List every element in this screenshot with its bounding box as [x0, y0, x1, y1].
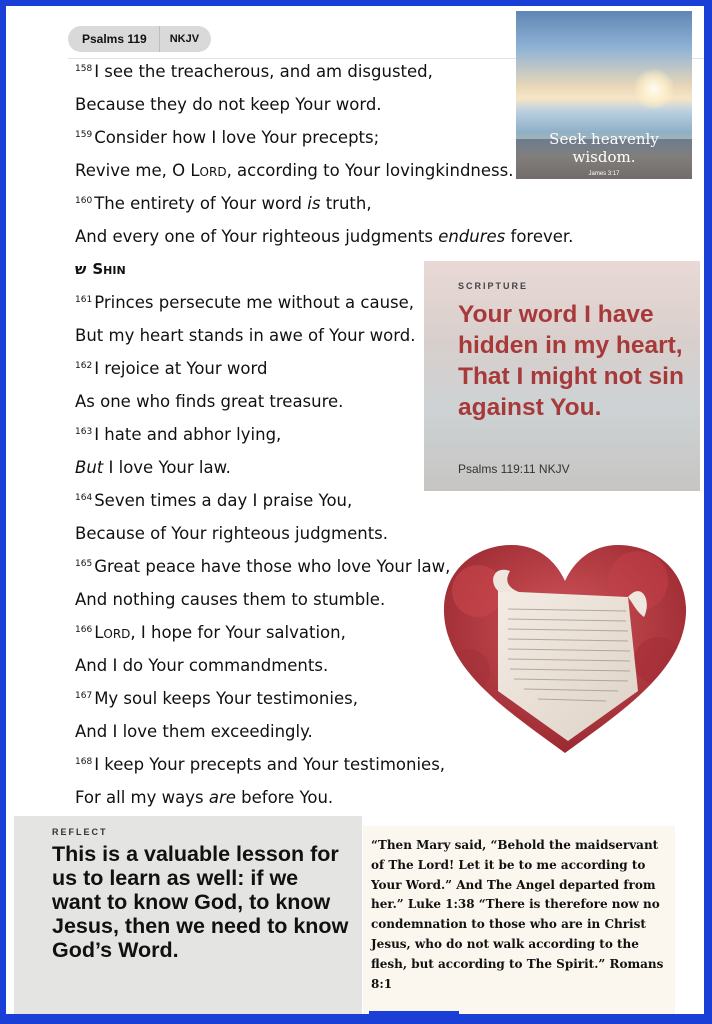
verse-text: is [307, 194, 321, 213]
verse-text: I see the treacherous, and am disgusted, [94, 62, 433, 81]
chapter-selector[interactable] [68, 26, 211, 52]
verse-number: 162 [75, 360, 93, 371]
scripture-label: SCRIPTURE [458, 281, 529, 291]
verse-line [75, 187, 595, 220]
verse-text: Princes persecute me without a cause, [94, 293, 415, 312]
photo-card [516, 11, 692, 179]
verse-text: And nothing causes them to stumble. [75, 590, 386, 609]
verse-number: 159 [75, 129, 93, 140]
verse-text: But [75, 458, 104, 477]
verse-line [75, 220, 595, 253]
scripture-reference: Psalms 119:11 NKJV [458, 462, 570, 476]
verse-text: Consider how I love Your precepts; [94, 128, 380, 147]
verse-text: Because they do not keep Your word. [75, 95, 382, 114]
verse-number: 166 [75, 624, 93, 635]
verse-text: I keep Your precepts and Your testimonies, [94, 755, 446, 774]
section-title: Shin [92, 260, 126, 278]
verse-text: My soul keeps Your testimonies, [94, 689, 358, 708]
verse-text: I hate and abhor lying, [94, 425, 282, 444]
scripture-card [424, 261, 700, 491]
reflect-label: REFLECT [52, 827, 108, 837]
version-label[interactable]: NKJV [169, 33, 200, 45]
reflect-text: This is a valuable lesson for us to learn as well: if we want to know God, to know Jesus, then we need to know God’s Word. [52, 842, 349, 962]
verse-text: And every one of Your righteous judgments [75, 227, 439, 246]
quote-text: “Then Mary said, “Behold the maidservant of The Lord! Let it be to me according to Your Word.” And The Angel departed from her.” Luke 1:38 “There is therefore now no condemnation to those who are in Christ Jesus, who do not walk according to the flesh, but according to The Spirit.” Romans 8:1 [371, 838, 664, 991]
verse-text: , I hope for Your salvation, [130, 623, 346, 642]
verse-text: Lord [190, 161, 227, 180]
verse-number: 161 [75, 294, 93, 305]
verse-number: 163 [75, 426, 93, 437]
verse-text: And I do Your commandments. [75, 656, 329, 675]
verse-text: truth, [320, 194, 372, 213]
photo-card-title: Seek heavenly wisdom. [549, 130, 659, 166]
verse-text: are [208, 788, 236, 807]
heart-image [438, 541, 692, 759]
verse-line [75, 781, 595, 814]
scripture-quote: Your word I have hidden in my heart, That I might not sin against You. [458, 301, 684, 421]
quote-card [363, 826, 675, 1014]
verse-number: 168 [75, 756, 93, 767]
quote-underline [369, 1011, 459, 1014]
verse-text: For all my ways [75, 788, 209, 807]
sun-glow [634, 69, 674, 109]
heart-icon [438, 541, 692, 759]
verse-text: I rejoice at Your word [94, 359, 268, 378]
verse-text: Lord [94, 623, 131, 642]
photo-card-reference: James 3:17 [588, 171, 620, 177]
verse-text: Great peace have those who love Your law, [94, 557, 451, 576]
verse-text: I love Your law. [103, 458, 231, 477]
verse-text: forever. [505, 227, 574, 246]
verse-number: 164 [75, 492, 93, 503]
reflect-card [14, 816, 362, 1014]
hebrew-letter: ש [75, 260, 87, 278]
verse-number: 165 [75, 558, 93, 569]
verse-text: Because of Your righteous judgments. [75, 524, 389, 543]
verse-number: 167 [75, 690, 93, 701]
verse-number: 160 [75, 195, 93, 206]
book-chapter-label[interactable]: Psalms 119 [68, 26, 160, 52]
verse-text: Seven times a day I praise You, [94, 491, 353, 510]
verse-text: , according to Your lovingkindness. [226, 161, 514, 180]
verse-text: before You. [235, 788, 334, 807]
verse-text: The entirety of Your word [94, 194, 308, 213]
verse-text: And I love them exceedingly. [75, 722, 313, 741]
verse-text: Revive me, O [75, 161, 191, 180]
verse-text: endures [438, 227, 506, 246]
verse-text: But my heart stands in awe of Your word. [75, 326, 416, 345]
page [6, 6, 704, 1014]
verse-text: As one who finds great treasure. [75, 392, 344, 411]
verse-number: 158 [75, 63, 93, 74]
